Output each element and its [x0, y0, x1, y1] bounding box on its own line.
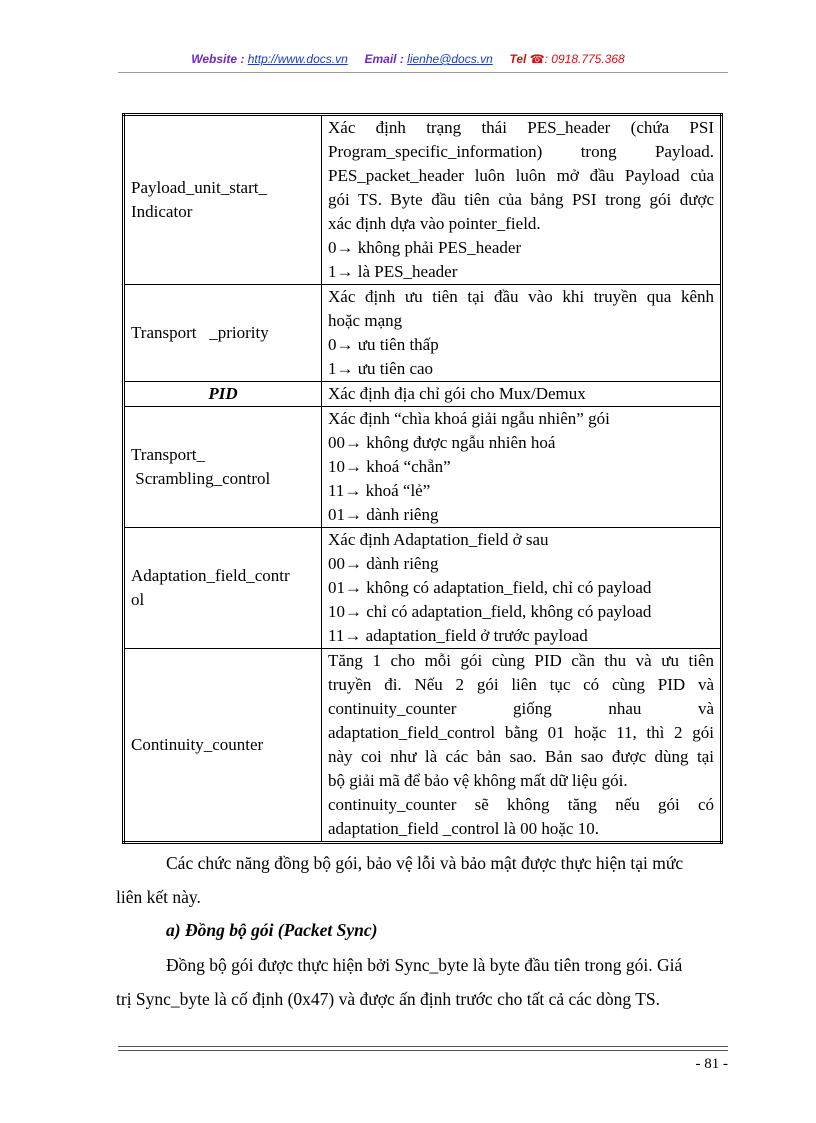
phone-icon: ☎ — [529, 52, 545, 66]
field-description-line: này coi như là các bản sao. Bản sao được dùng tại — [328, 747, 714, 766]
field-description-line: adaptation_field_control bằng 01 hoặc 11, thì 2 gói — [328, 723, 714, 742]
field-description-cell — [322, 285, 722, 382]
website-label: Website : — [191, 52, 245, 66]
field-description-line: 11→ khoá “lẻ” — [328, 481, 431, 500]
field-description-line: 1→ là PES_header — [328, 262, 458, 281]
field-description-line: Xác định ưu tiên tại đầu vào khi truyền qua kênh — [328, 287, 714, 306]
field-description-line: Xác định trạng thái PES_header (chứa PSI — [328, 118, 714, 137]
field-description-line: gói TS. Byte đầu tiên của bảng PSI trong gói được — [328, 190, 714, 209]
field-name-line: Transport _priority — [131, 323, 269, 342]
email-separator: : — [399, 52, 404, 66]
field-description-line: hoặc mạng — [328, 311, 403, 330]
header-rule — [118, 72, 728, 73]
email-label: Email — [364, 52, 397, 66]
field-name-cell — [124, 115, 322, 285]
field-description-line: 00→ không được ngẫu nhiên hoá — [328, 433, 556, 452]
page-header — [0, 52, 816, 66]
paragraph-link-layer — [116, 846, 728, 914]
field-description-line: 01→ không có adaptation_field, chỉ có payload — [328, 578, 652, 597]
field-description-line: Program_specific_information) trong Payload. — [328, 142, 714, 161]
paragraph-text-continued: liên kết này. — [116, 887, 201, 907]
table-row — [124, 407, 722, 528]
table-row — [124, 115, 722, 285]
field-name-line: Transport_ — [131, 445, 205, 464]
subheading-packet-sync: a) Đồng bộ gói (Packet Sync) — [166, 920, 378, 940]
field-name-line: Adaptation_field_contr — [131, 566, 290, 585]
field-description-line: 11→ adaptation_field ở trước payload — [328, 626, 588, 645]
tel-number: : 0918.775.368 — [544, 52, 625, 66]
field-description-cell — [322, 115, 722, 285]
table-row — [124, 649, 722, 843]
field-description-line: PES_packet_header luôn luôn mở đầu Payload của — [328, 166, 714, 185]
table-row — [124, 382, 722, 407]
field-description-line: 1→ ưu tiên cao — [328, 359, 434, 378]
field-name-line: Scrambling_control — [131, 469, 271, 488]
field-description-cell — [322, 407, 722, 528]
ts-header-field-table — [122, 113, 723, 844]
field-description-line: Xác định Adaptation_field ở sau — [328, 530, 549, 549]
field-description-line: Tăng 1 cho mỗi gói cùng PID cần thu và ưu tiên — [328, 651, 714, 670]
email-link[interactable]: lienhe@docs.vn — [407, 52, 493, 66]
field-description-line: 0→ ưu tiên thấp — [328, 335, 439, 354]
paragraph-sync-byte — [116, 948, 728, 1016]
field-description-cell — [322, 649, 722, 843]
table-row — [124, 528, 722, 649]
field-description-line: 10→ chỉ có adaptation_field, không có payload — [328, 602, 652, 621]
field-name-cell — [124, 382, 322, 407]
field-description-line: 0→ không phải PES_header — [328, 238, 522, 257]
tel-label: Tel — [509, 52, 527, 66]
field-description-line: truyền đi. Nếu 2 gói liên tục có cùng PID và — [328, 675, 714, 694]
table-row — [124, 285, 722, 382]
field-description-line: 01→ dành riêng — [328, 505, 439, 524]
paragraph-text: Đồng bộ gói được thực hiện bởi Sync_byte là byte đầu tiên trong gói. Giá — [166, 955, 683, 975]
paragraph-text-continued: trị Sync_byte là cố định (0x47) và được ấn định trước cho tất cả các dòng TS. — [116, 989, 661, 1009]
field-name-cell — [124, 407, 322, 528]
field-name-line: Continuity_counter — [131, 735, 264, 754]
field-description-line: xác định dựa vào pointer_field. — [328, 214, 541, 233]
field-description-cell — [322, 382, 722, 407]
field-description-line: 10→ khoá “chẵn” — [328, 457, 451, 476]
field-name-cell — [124, 528, 322, 649]
field-description-line: Xác định “chìa khoá giải ngẫu nhiên” gói — [328, 409, 610, 428]
field-description-line: bộ giải mã để bảo vệ không mất dữ liệu gói. — [328, 771, 628, 790]
field-description-line: continuity_counter giống nhau và — [328, 699, 714, 718]
field-name-cell — [124, 285, 322, 382]
field-description-line: continuity_counter sẽ không tăng nếu gói có — [328, 795, 714, 814]
field-description-line: Xác định địa chỉ gói cho Mux/Demux — [328, 384, 586, 403]
footer-rule — [118, 1046, 728, 1047]
field-name-line: Payload_unit_start_ — [131, 178, 267, 197]
website-link[interactable]: http://www.docs.vn — [247, 52, 348, 66]
field-name-line: ol — [131, 590, 145, 609]
field-description-line: 00→ dành riêng — [328, 554, 439, 573]
paragraph-text: Các chức năng đồng bộ gói, bảo vệ lỗi và bảo mật được thực hiện tại mức — [166, 853, 684, 873]
footer-rule-double — [118, 1050, 728, 1051]
field-description-line: adaptation_field _control là 00 hoặc 10. — [328, 819, 599, 838]
page-number: - 81 - — [695, 1056, 728, 1072]
field-name-cell — [124, 649, 322, 843]
field-name-line: PID — [208, 384, 238, 403]
field-description-cell — [322, 528, 722, 649]
field-name-line: Indicator — [131, 202, 193, 221]
